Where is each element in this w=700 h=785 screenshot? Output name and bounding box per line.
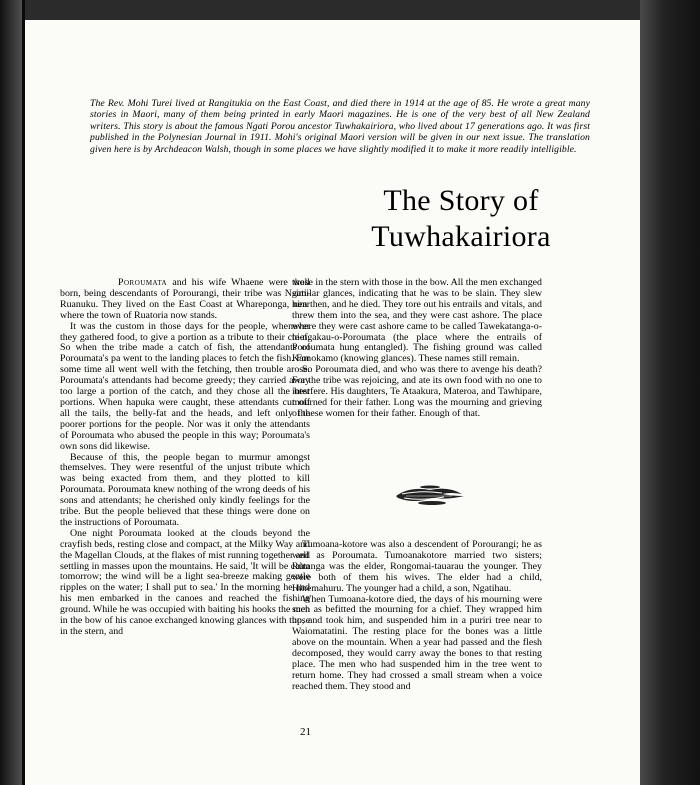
left-paragraph-1 xyxy=(60,278,310,322)
left-paragraph-3: Because of this, the people began to murmur amongst themselves. They were resentful of the unjust tribute which was being exacted from them, and they plotted to kill Poroumata. Poroumata knew nothing of the wrong deeds of his sons and attendants; he cherished only kindly feelings for the tribe. But the people believed that these things were done on the instructions of Poroumata. xyxy=(60,451,310,528)
left-paragraph-1-text: and his wife Whaene were well born, being descendants of Porourangi, their tribe was Ngati-Ruanuku. They lived on the East Coast at Whareponga, near where the town of Ruatoria now stands. xyxy=(60,277,310,321)
left-column xyxy=(60,278,310,638)
intro-paragraph: The Rev. Mohi Turei lived at Rangitukia on the East Coast, and died there in 1914 at the age of 85. He wrote a great many stories in Maori, many of them being printed in early Maori magazines. He is one of the very best of all New Zealand writers. This story is about the famous Ngati Porou ancestor Tuwhakairiora, who lived about 17 generations ago. It was first published in the Polynesian Journal in 1911. Mohi's original Maori version will be given in our next issue. The translation given here is by Archdeacon Walsh, though in some places we have slightly modified it to make it more readily intelligible. xyxy=(90,98,590,155)
right-paragraph-3: Tumoana-kotore was also a descendent of Porourangi; he as well as Poroumata. Tumoanakotore married two sisters; Rutanga was the elder, Rongomai-tauarau the younger. They were both of them his wives. The elder had a child, Hinemahuru. The younger had a child, a son, Ngatihau. xyxy=(292,539,542,594)
left-paragraph-4: One night Poroumata looked at the clouds beyond the crayfish beds, resting close and compact, at the Milky Way and the Magellan Clouds, at the flakes of mist running together and settling in masses upon the mountains. He said, 'It will be calm tomorrow; the wind will be a light sea-breeze making gentle ripples on the water; I shall put to sea.' In the morning he and his men embarked in the canoes and reached the fishing ground. While he was occupied with baiting his hooks the men in the bow of his canoe exchanged knowing glances with those in the stern, and xyxy=(60,527,310,637)
title-line-1: The Story of xyxy=(383,184,539,217)
scan-right-border xyxy=(640,0,700,785)
lead-word: Poroumata xyxy=(118,277,168,288)
right-paragraph-2: So Poroumata died, and who was there to avenge his death? For the tribe was rejoicing, and ate its own food with no one to interfere. His daughters, Te Ataakura, Materoa, and Tawhipare, mourned for their father. Long was the mourning and grieving of these women for their father. Enough of that. xyxy=(292,364,542,419)
right-column-lower xyxy=(292,540,542,693)
page-binding-edge xyxy=(22,0,25,785)
story-title xyxy=(330,183,592,255)
scan-left-border xyxy=(0,0,24,785)
right-column-upper xyxy=(292,278,542,420)
fish-ornament-icon xyxy=(392,482,468,510)
title-line-2: Tuwhakairiora xyxy=(371,220,551,253)
right-paragraph-1: those in the stern with those in the bow. All the men exchanged similar glances, indicating that he was to be slain. They slew him then, and he died. They tore out his entrails and vitals, and threw them into the sea, and they were cast ashore. The place where they were cast ashore came to be called Tawekatanga-o-te-ngakau-o-Poroumata (the place where the entrails of Poroumata hung entangled). The fishing ground was called Kamokamo (knowing glances). These names still remain. xyxy=(292,277,542,365)
right-paragraph-4: When Tumoana-kotore died, the days of his mourning were such as befitted the mourning for a chief. They wrapped him up, and took him, and suspended him in a puriri tree near to Waiomatatini. The resting place for the bones was a little above on the mountain. When a year had passed and the flesh decomposed, they would carry away the bones to that resting place. The men who had suspended him in the tree went to return home. They had crossed a small stream when a voice reached them. They stood and xyxy=(292,593,542,692)
page-number: 21 xyxy=(300,726,311,738)
left-paragraph-2: It was the custom in those days for the people, whenever they gathered food, to give a portion as a tribute to their chief. So when the tribe made a catch of fish, the attendants of Poroumata's pa went to the landing places to fetch the fish. For some time all went well with the fetching, then trouble arose. Poroumata's attendants had become greedy; they carried away too large a portion of the catch, and they chose all the best portions. When hapuka were caught, these attendants cut off all the tails, the belly-fat and the heads, and left only the poorer portions for the people. Nor was it only the attendants of Poroumata who abused the people in this way; Poroumata's own sons did likewise. xyxy=(60,320,310,452)
